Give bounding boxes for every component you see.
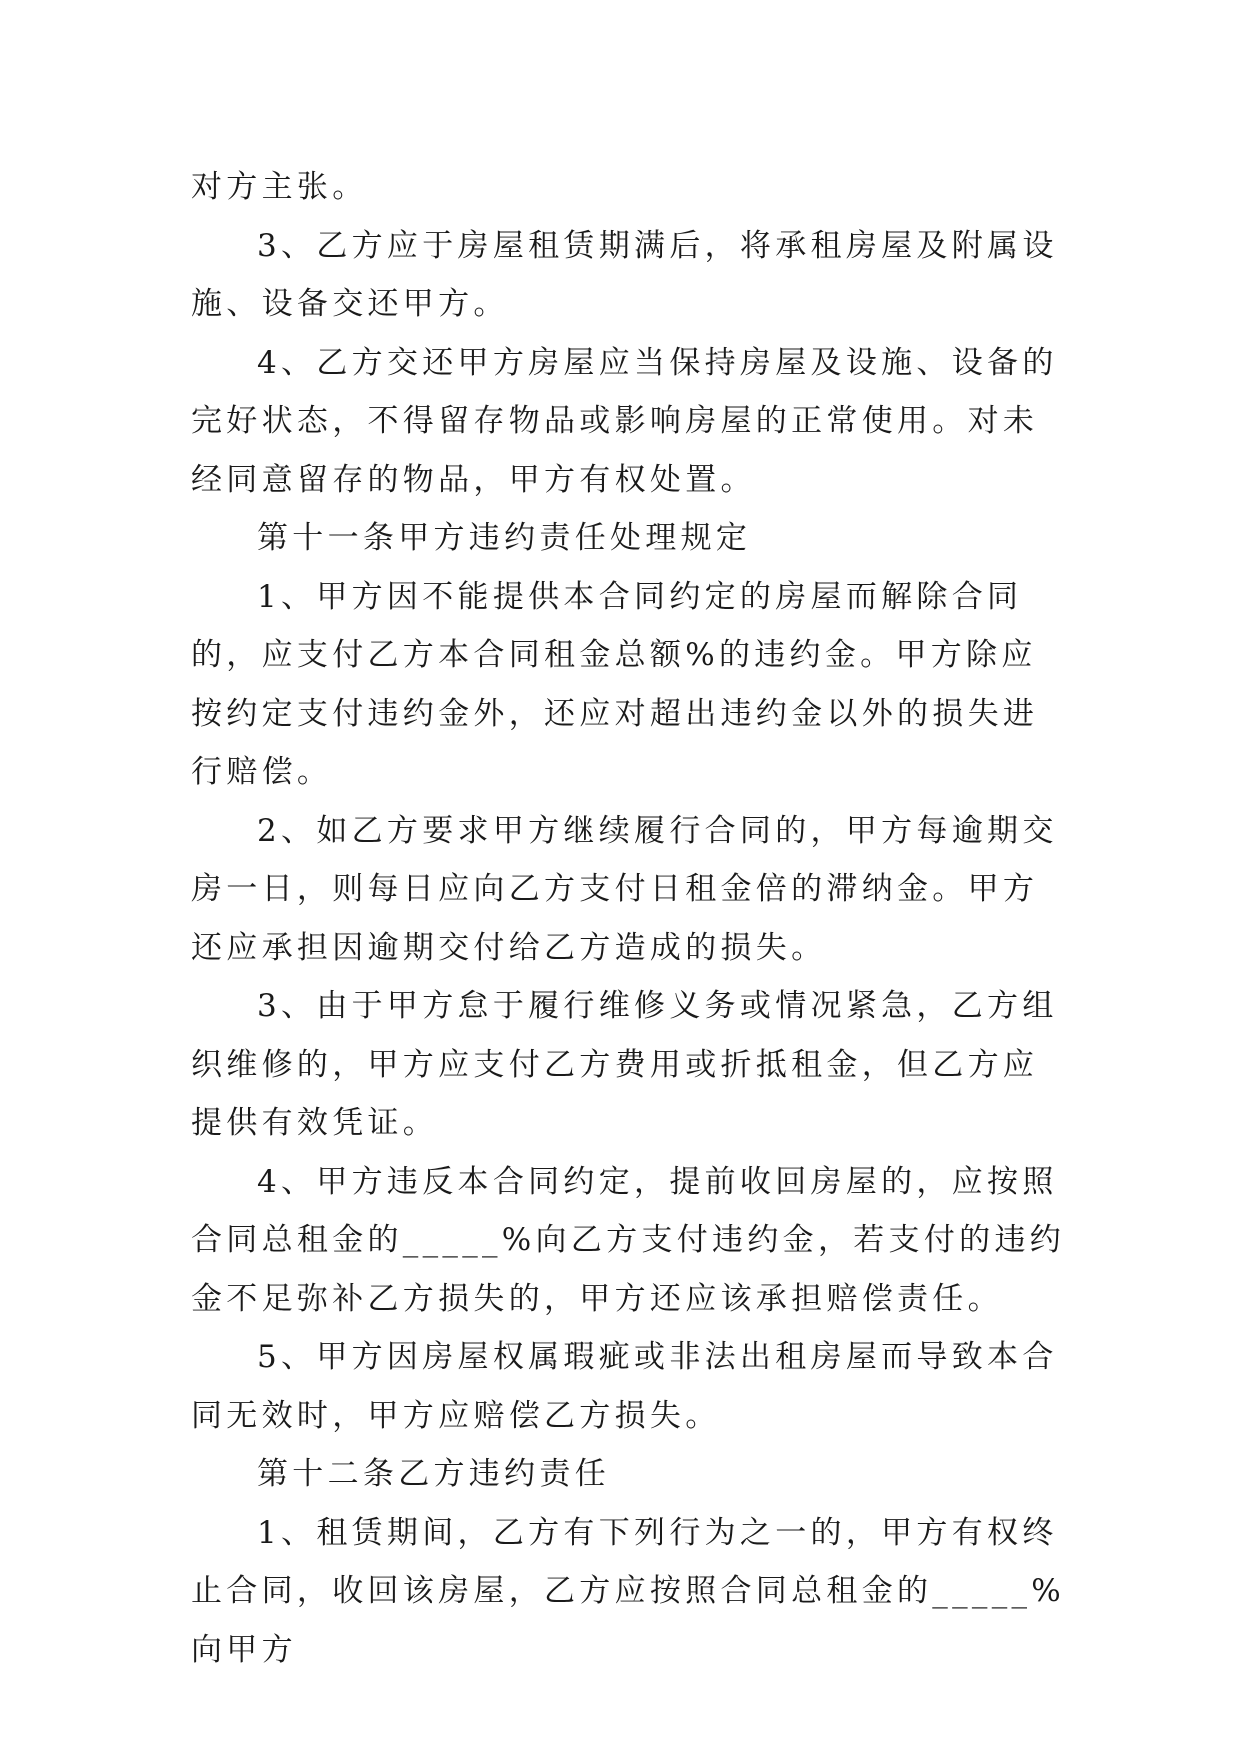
paragraph-item-3-return-house: 3、乙方应于房屋租赁期满后，将承租房屋及附属设施、设备交还甲方。 <box>191 227 1058 322</box>
paragraph-article-11-item-4: 4、甲方违反本合同约定，提前收回房屋的，应按照合同总租金的_____%向乙方支付违约金，若支付的违约金不足弥补乙方损失的，甲方还应该承担赔偿责任。 <box>191 1163 1066 1317</box>
paragraph-article-11-item-3: 3、由于甲方怠于履行维修义务或情况紧急，乙方组织维修的，甲方应支付乙方费用或折抵租金，但乙方应提供有效凭证。 <box>191 988 1058 1141</box>
document-body <box>191 158 1071 1679</box>
paragraph-article-12-item-1: 1、租赁期间，乙方有下列行为之一的，甲方有权终止合同，收回该房屋，乙方应按照合同总租金的_____%向甲方 <box>191 1514 1066 1668</box>
paragraph-item-4-house-condition: 4、乙方交还甲方房屋应当保持房屋及设施、设备的完好状态，不得留存物品或影响房屋的正常使用。对未经同意留存的物品，甲方有权处置。 <box>191 344 1058 498</box>
paragraph-article-11-item-5: 5、甲方因房屋权属瑕疵或非法出租房屋而导致本合同无效时，甲方应赔偿乙方损失。 <box>191 1339 1058 1434</box>
section-heading-article-11: 第十一条甲方违约责任处理规定 <box>257 520 752 556</box>
section-heading-article-12: 第十二条乙方违约责任 <box>257 1456 610 1492</box>
paragraph-continuation: 对方主张。 <box>191 169 368 205</box>
paragraph-article-11-item-1: 1、甲方因不能提供本合同约定的房屋而解除合同的，应支付乙方本合同租金总额%的违约金。甲方除应按约定支付违约金外，还应对超出违约金以外的损失进行赔偿。 <box>191 578 1039 790</box>
paragraph-article-11-item-2: 2、如乙方要求甲方继续履行合同的，甲方每逾期交房一日，则每日应向乙方支付日租金倍的滞纳金。甲方还应承担因逾期交付给乙方造成的损失。 <box>191 812 1058 966</box>
